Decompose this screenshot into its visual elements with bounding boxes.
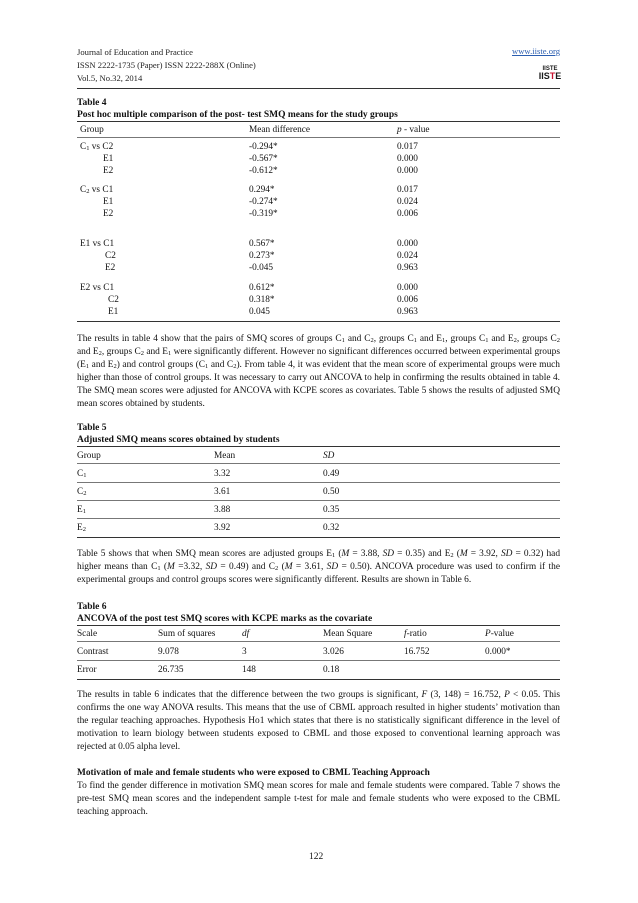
table5-label: Table 5 — [77, 423, 107, 433]
table6-top-rule — [77, 625, 560, 626]
table4-row-p: 0.017 — [397, 185, 418, 195]
table4-row-group: E2 vs C1 — [80, 283, 115, 293]
table4-row-mean: -0.319* — [249, 209, 278, 219]
table5-row-group: $E_2$ — [77, 523, 86, 533]
page-number: 122 — [309, 852, 324, 862]
table6-row-ss: 26.735 — [158, 665, 184, 675]
table4-row-group: E1 — [103, 154, 114, 164]
table6-header-f: f-ratio — [404, 629, 427, 639]
table4-row-group: E1 vs C1 — [80, 239, 115, 249]
table4-row-group: $C_2$ vs C1 — [80, 185, 114, 195]
table6-header-ms: Mean Square — [323, 629, 373, 639]
table4-row-p: 0.006 — [397, 209, 418, 219]
table5-row-group: $E_1$ — [77, 505, 86, 515]
table6-header-df: df — [242, 629, 250, 639]
table6-row-ss: 9.078 — [158, 647, 179, 657]
table5-header-sd: SD — [323, 451, 335, 461]
table4-row-mean: 0.273* — [249, 251, 275, 261]
table5-row-rule — [77, 518, 560, 519]
body-paragraph: The results in table 6 indicates that the difference between the two groups is significant, F (3, 148) = 16.752, P < 0.05. This confirms the one way ANOVA results. This means that the use of CBML approach resulted in higher students’ motivation than the regular teaching approaches. Hypothesis Ho1 which states that there is no statistically significant difference in the level of motivation to learn biology between students exposed to CBML and those exposed to conventional learning approach was rejected at 0.05 alpha level. — [77, 690, 561, 752]
table4-row-group: E2 — [103, 166, 114, 176]
table4-row-mean: -0.274* — [249, 197, 278, 207]
table5-header-mean: Mean — [214, 451, 236, 461]
table4-row-p: 0.024 — [397, 197, 418, 207]
table6-row-rule — [77, 660, 560, 661]
table4-row-p: 0.000 — [397, 283, 418, 293]
table5-row-sd: 0.49 — [323, 469, 340, 479]
iiste-logo-icon — [538, 61, 562, 82]
table4-top-rule — [77, 121, 560, 122]
body-paragraph: The results in table 4 show that the pairs of SMQ scores of groups $C_1$ and $C_2$, groups $C_1$ and $E_1$, groups $C_1$ and $E_2$, groups $C_2$ and $E_2$, groups $C_2$ and $E_1$ were significantly different. However no significant differences occurred between experimental groups ($E_1$ and $E_2$) and control groups ($C_1$ and $C_2$). From table 4, it was evident that the mean score of experimental groups were much higher than those of control groups. It was necessary to carry out ANCOVA to help in confirming the results obtained in table 4. The SMQ mean scores were adjusted for ANCOVA with KCPE scores as covariates. Table 5 shows the results of adjusted SMQ mean scores obtained by students. — [77, 334, 561, 409]
table5-row-group: $C_2$ — [77, 487, 87, 497]
table5-row-sd: 0.50 — [323, 487, 340, 497]
table4-bottom-rule — [77, 321, 560, 322]
table4-row-group: E1 — [108, 307, 119, 317]
table6-header-scale: Scale — [77, 629, 98, 639]
table6-row-ms: 0.18 — [323, 665, 340, 675]
table6-row-df: 148 — [242, 665, 256, 675]
table5-row-mean: 3.92 — [214, 523, 231, 533]
svg-text:IISTE: IISTE — [538, 71, 562, 81]
journal-url-link[interactable]: www.iiste.org — [512, 46, 560, 56]
table6-header-p: P-value — [485, 629, 514, 639]
table4-row-group: E1 — [103, 197, 114, 207]
table4-row-mean: 0.567* — [249, 239, 275, 249]
table4-row-p: 0.963 — [397, 263, 418, 273]
table4-row-mean: -0.045 — [249, 263, 274, 273]
table5-header-group: Group — [77, 451, 101, 461]
table4-row-mean: -0.294* — [249, 142, 278, 152]
table5-row-group: $C_1$ — [77, 469, 87, 479]
table5-header-rule — [77, 463, 560, 464]
table4-row-mean: 0.294* — [249, 185, 275, 195]
table4-row-mean: 0.318* — [249, 295, 275, 305]
table5-row-mean: 3.61 — [214, 487, 231, 497]
table4-row-p: 0.017 — [397, 142, 418, 152]
table4-row-p: 0.000 — [397, 166, 418, 176]
table6-row-f: 16.752 — [404, 647, 430, 657]
table5-title: Adjusted SMQ means scores obtained by students — [77, 435, 280, 445]
table4-row-p: 0.006 — [397, 295, 418, 305]
body-paragraph: Table 5 shows that when SMQ mean scores are adjusted groups $E_1$ (M = 3.88, SD = 0.35) and $E_2$ (M = 3.92, SD = 0.32) had higher means than $C_1$ (M =3.32, SD = 0.49) and $C_2$ (M = 3.61, SD = 0.50). ANCOVA procedure was used to confirm if the experimental groups and control groups scores were significantly different. Results are shown in Table 6. — [77, 549, 561, 585]
table4-header-group: Group — [80, 125, 104, 135]
journal-name: Journal of Education and Practice — [77, 47, 193, 57]
table5-row-rule — [77, 500, 560, 501]
table6-row-scale: Contrast — [77, 647, 109, 657]
table6-label: Table 6 — [77, 602, 107, 612]
table4-title: Post hoc multiple comparison of the post- test SMQ means for the study groups — [77, 110, 398, 120]
table4-row-p: 0.000 — [397, 239, 418, 249]
table5-top-rule — [77, 446, 560, 447]
table6-row-ms: 3.026 — [323, 647, 344, 657]
table6-row-p: 0.000* — [485, 647, 511, 657]
table4-row-p: 0.024 — [397, 251, 418, 261]
table4-label: Table 4 — [77, 98, 107, 108]
table5-row-sd: 0.32 — [323, 523, 340, 533]
table4-row-mean: -0.567* — [249, 154, 278, 164]
table4-row-group: E2 — [105, 263, 116, 273]
table4-row-mean: 0.045 — [249, 307, 270, 317]
table5-row-sd: 0.35 — [323, 505, 340, 515]
body-paragraph: To find the gender difference in motivation SMQ mean scores for male and female students were compared. Table 7 shows the pre-test SMQ mean scores and the independent sample t-test for male and female students who were exposed to the CBML teaching approach. — [77, 781, 560, 817]
table4-row-group: C2 — [105, 251, 116, 261]
svg-text:IISTE: IISTE — [542, 66, 558, 72]
table4-header-p: p - value — [397, 125, 430, 135]
table4-row-mean: -0.612* — [249, 166, 278, 176]
table6-row-df: 3 — [242, 647, 247, 657]
table5-row-rule — [77, 482, 560, 483]
table4-header-mean: Mean difference — [249, 125, 310, 135]
table6-title: ANCOVA of the post test SMQ scores with KCPE marks as the covariate — [77, 614, 373, 624]
table6-bottom-rule — [77, 679, 560, 680]
section-heading: Motivation of male and female students who were exposed to CBML Teaching Approach — [77, 768, 430, 778]
table6-row-scale: Error — [77, 665, 97, 675]
table4-row-mean: 0.612* — [249, 283, 275, 293]
header-rule — [77, 88, 560, 89]
table4-row-group: $C_1$ vs C2 — [80, 142, 114, 152]
table4-row-group: E2 — [103, 209, 114, 219]
table5-row-mean: 3.32 — [214, 469, 231, 479]
table4-row-p: 0.000 — [397, 154, 418, 164]
table5-bottom-rule — [77, 537, 560, 538]
table6-header-rule — [77, 641, 560, 642]
table6-header-ss: Sum of squares — [158, 629, 216, 639]
table5-row-mean: 3.88 — [214, 505, 231, 515]
table4-row-group: C2 — [108, 295, 119, 305]
table4-row-p: 0.963 — [397, 307, 418, 317]
volume-line: Vol.5, No.32, 2014 — [77, 73, 143, 83]
issn-line: ISSN 2222-1735 (Paper) ISSN 2222-288X (Online) — [77, 60, 256, 70]
table4-header-rule — [77, 137, 560, 138]
